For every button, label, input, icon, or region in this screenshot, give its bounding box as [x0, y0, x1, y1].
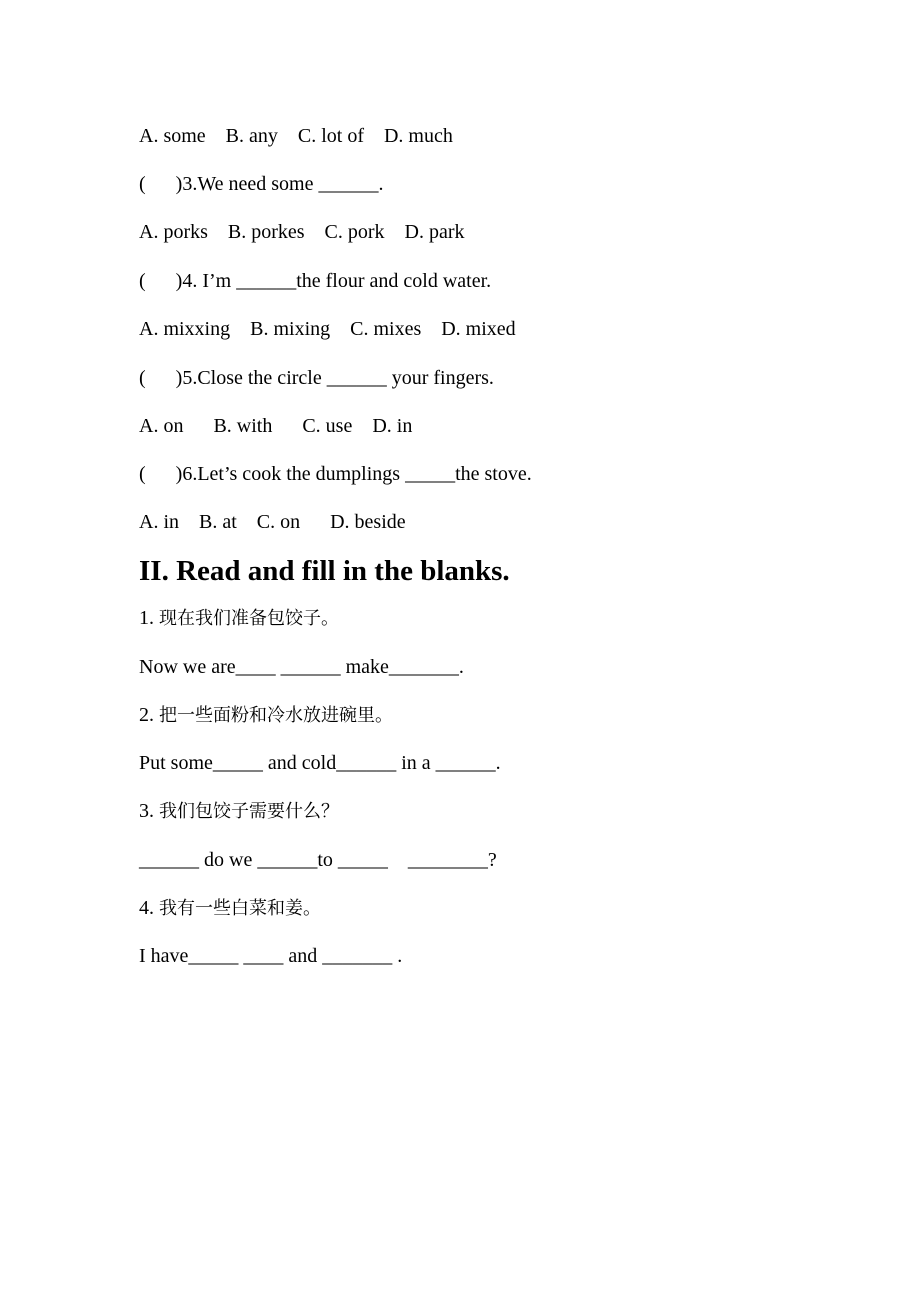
item-3-number: 3.: [139, 800, 159, 822]
item-1-chinese-text: 现在我们准备包饺子。: [159, 608, 339, 629]
item-2-chinese: [139, 703, 393, 728]
item-2-chinese-text: 把一些面粉和冷水放进碗里。: [159, 705, 393, 726]
item-3-chinese: [139, 799, 339, 824]
q3-options: A. porks B. porkes C. pork D. park: [139, 221, 465, 243]
item-3-english: ______ do we ______to _____ ________?: [139, 849, 497, 871]
item-1-number: 1.: [139, 607, 159, 629]
item-3-chinese-text: 我们包饺子需要什么？: [159, 801, 339, 822]
item-2-english: Put some_____ and cold______ in a ______.: [139, 752, 501, 774]
item-4-chinese-text: 我有一些白菜和姜。: [159, 898, 321, 919]
item-4-english: I have_____ ____ and _______ .: [139, 945, 403, 967]
item-4-chinese: [139, 896, 321, 921]
q5-options: A. on B. with C. use D. in: [139, 415, 413, 437]
q4-options: A. mixxing B. mixing C. mixes D. mixed: [139, 318, 516, 340]
q3-stem: ( )3.We need some ______.: [139, 173, 384, 195]
q6-options: A. in B. at C. on D. beside: [139, 511, 406, 533]
q6-stem: ( )6.Let’s cook the dumplings _____the stove.: [139, 463, 532, 485]
section-title: II. Read and fill in the blanks.: [139, 555, 510, 587]
item-1-english: Now we are____ ______ make_______.: [139, 656, 464, 678]
q5-stem: ( )5.Close the circle ______ your fingers.: [139, 367, 494, 389]
item-2-number: 2.: [139, 704, 159, 726]
q2-options: A. some B. any C. lot of D. much: [139, 125, 453, 147]
item-4-number: 4.: [139, 897, 159, 919]
item-1-chinese: [139, 606, 339, 631]
q4-stem: ( )4. I’m ______the flour and cold water.: [139, 270, 492, 292]
